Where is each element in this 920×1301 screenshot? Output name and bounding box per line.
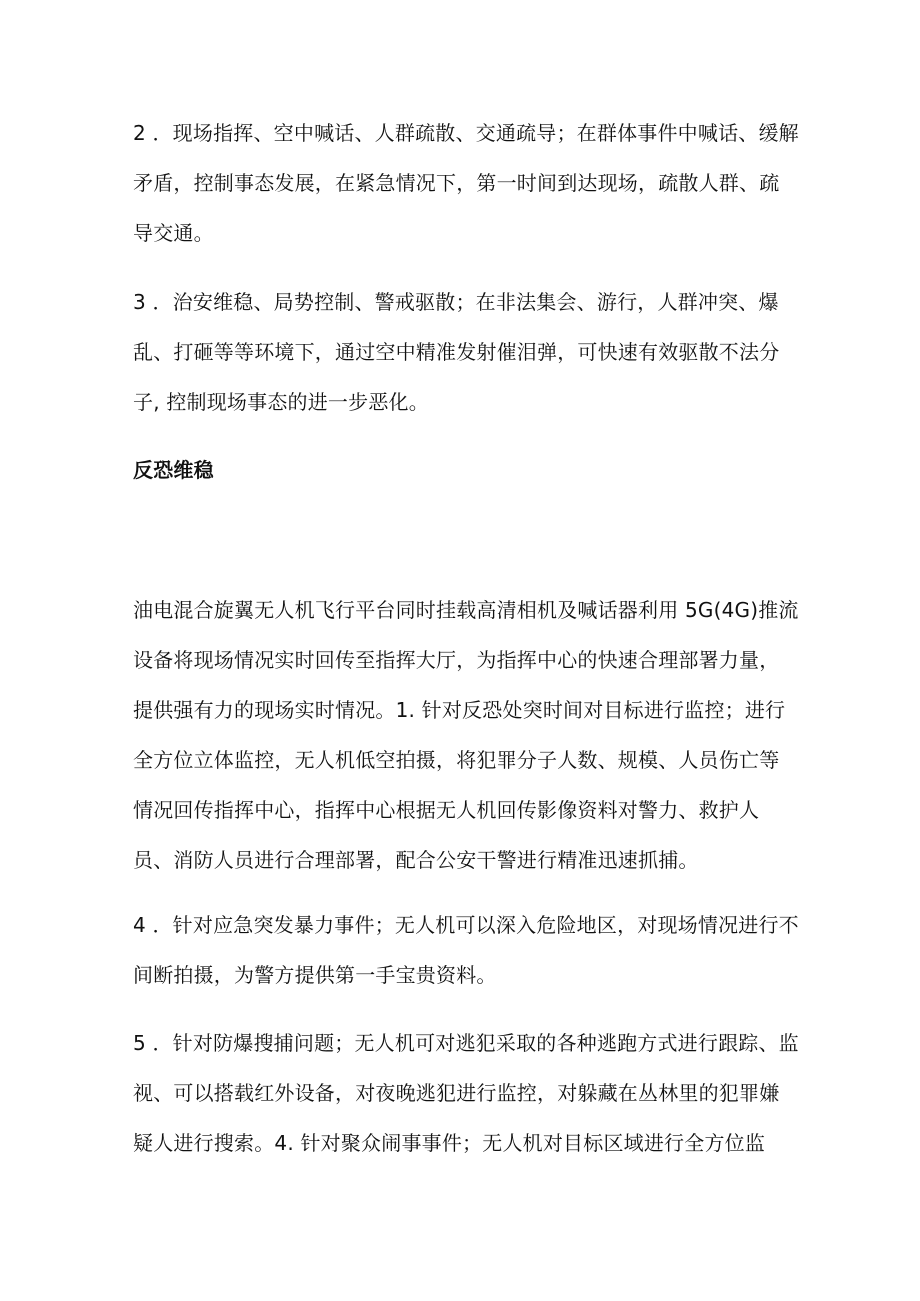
intro-paragraph-line-1: 油电混合旋翼无人机飞行平台同时挂载高清相机及喊话器利用 5G(4G)推流 — [133, 598, 799, 622]
paragraph-2-line-2: 矛盾，控制事态发展，在紧急情况下，第一时间到达现场，疏散人群、疏 — [133, 171, 780, 195]
intro-paragraph-line-5: 情况回传指挥中心，指挥中心根据无人机回传影像资料对警力、救护人 — [133, 798, 760, 822]
paragraph-3-line-3: 子, 控制现场事态的进一步恶化。 — [133, 390, 429, 414]
intro-paragraph-line-6: 员、消防人员进行合理部署，配合公安干警进行精准迅速抓捕。 — [133, 848, 699, 872]
paragraph-5-line-2: 视、可以搭载红外设备，对夜晚逃犯进行监控，对躲藏在丛林里的犯罪嫌 — [133, 1081, 780, 1105]
intro-paragraph-line-2: 设备将现场情况实时回传至指挥大厅，为指挥中心的快速合理部署力量， — [133, 648, 780, 672]
intro-paragraph-line-4: 全方位立体监控，无人机低空拍摄，将犯罪分子人数、规模、人员伤亡等 — [133, 748, 780, 772]
paragraph-5-line-1: 5 ．针对防爆搜捕问题；无人机可对逃犯采取的各种逃跑方式进行跟踪、监 — [133, 1031, 799, 1055]
paragraph-4-line-1: 4 ．针对应急突发暴力事件；无人机可以深入危险地区，对现场情况进行不 — [133, 913, 799, 937]
paragraph-3-line-1: 3 ．治安维稳、局势控制、警戒驱散；在非法集会、游行，人群冲突、爆 — [133, 290, 779, 314]
paragraph-3-line-2: 乱、打砸等等环境下，通过空中精准发射催泪弹，可快速有效驱散不法分 — [133, 340, 780, 364]
paragraph-4-line-2: 间断拍摄，为警方提供第一手宝贵资料。 — [133, 963, 497, 987]
paragraph-5-line-3: 疑人进行搜索。4. 针对聚众闹事事件；无人机对目标区域进行全方位监 — [133, 1131, 766, 1155]
section-heading: 反恐维稳 — [133, 458, 214, 482]
intro-paragraph-line-3: 提供强有力的现场实时情况。1. 针对反恐处突时间对目标进行监控；进行 — [133, 698, 786, 722]
paragraph-2-line-3: 导交通。 — [133, 221, 214, 245]
paragraph-2-line-1: 2 ．现场指挥、空中喊话、人群疏散、交通疏导；在群体事件中喊话、缓解 — [133, 121, 799, 145]
